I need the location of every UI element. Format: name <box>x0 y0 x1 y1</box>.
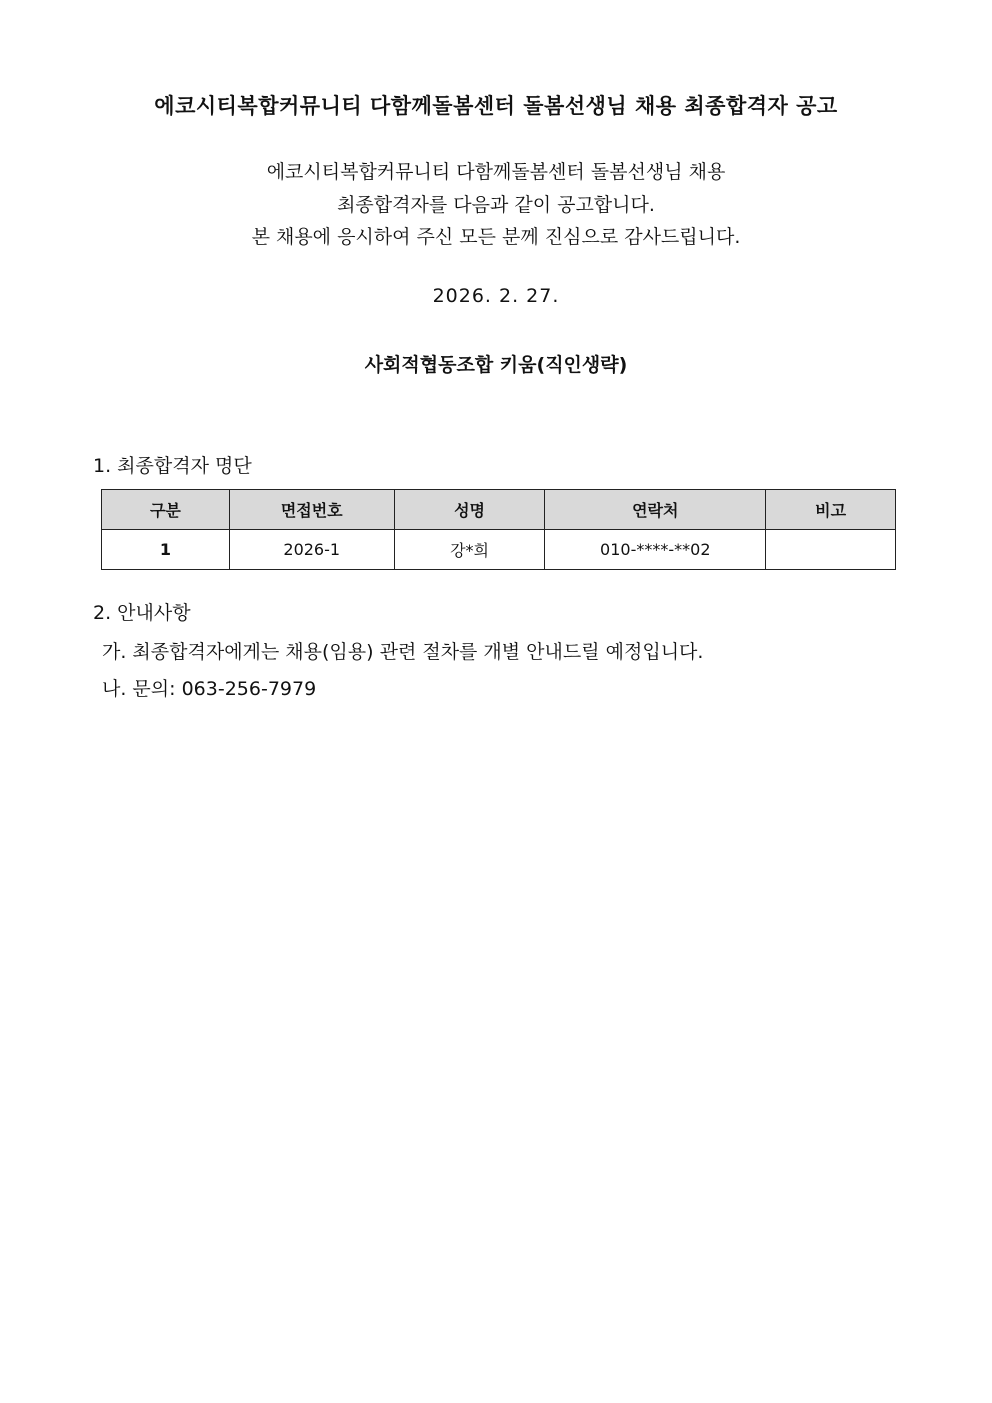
cell-name: 강*희 <box>394 530 545 570</box>
notice-item: 나. 문의: 063-256-7979 <box>102 678 317 700</box>
column-header: 구분 <box>102 490 230 530</box>
cell-index: 1 <box>102 530 230 570</box>
section-heading-roster: 1. 최종합격자 명단 <box>93 455 252 477</box>
cell-interview-number: 2026-1 <box>229 530 394 570</box>
cell-remarks <box>766 530 896 570</box>
column-header: 연락처 <box>545 490 766 530</box>
column-header: 성명 <box>394 490 545 530</box>
cell-contact: 010-****-**02 <box>545 530 766 570</box>
section-heading-notice: 2. 안내사항 <box>93 602 191 624</box>
organization-name: 사회적협동조합 키움(직인생략) <box>364 354 628 376</box>
table-header-row <box>102 490 896 530</box>
column-header: 면접번호 <box>229 490 394 530</box>
intro-line: 최종합격자를 다음과 같이 공고합니다. <box>337 193 655 216</box>
notice-item: 가. 최종합격자에게는 채용(임용) 관련 절차를 개별 안내드릴 예정입니다. <box>102 641 704 663</box>
announcement-date: 2026. 2. 27. <box>432 285 560 307</box>
document-title: 에코시티복합커뮤니티 다함께돌봄센터 돌봄선생님 채용 최종합격자 공고 <box>154 94 838 118</box>
intro-line: 에코시티복합커뮤니티 다함께돌봄센터 돌봄선생님 채용 <box>266 161 726 183</box>
column-header: 비고 <box>766 490 896 530</box>
intro-line: 본 채용에 응시하여 주신 모든 분께 진심으로 감사드립니다. <box>251 226 741 248</box>
finalist-table <box>101 489 896 570</box>
table-row <box>102 530 896 570</box>
intro-paragraph <box>0 156 992 254</box>
notice-list <box>102 634 703 708</box>
